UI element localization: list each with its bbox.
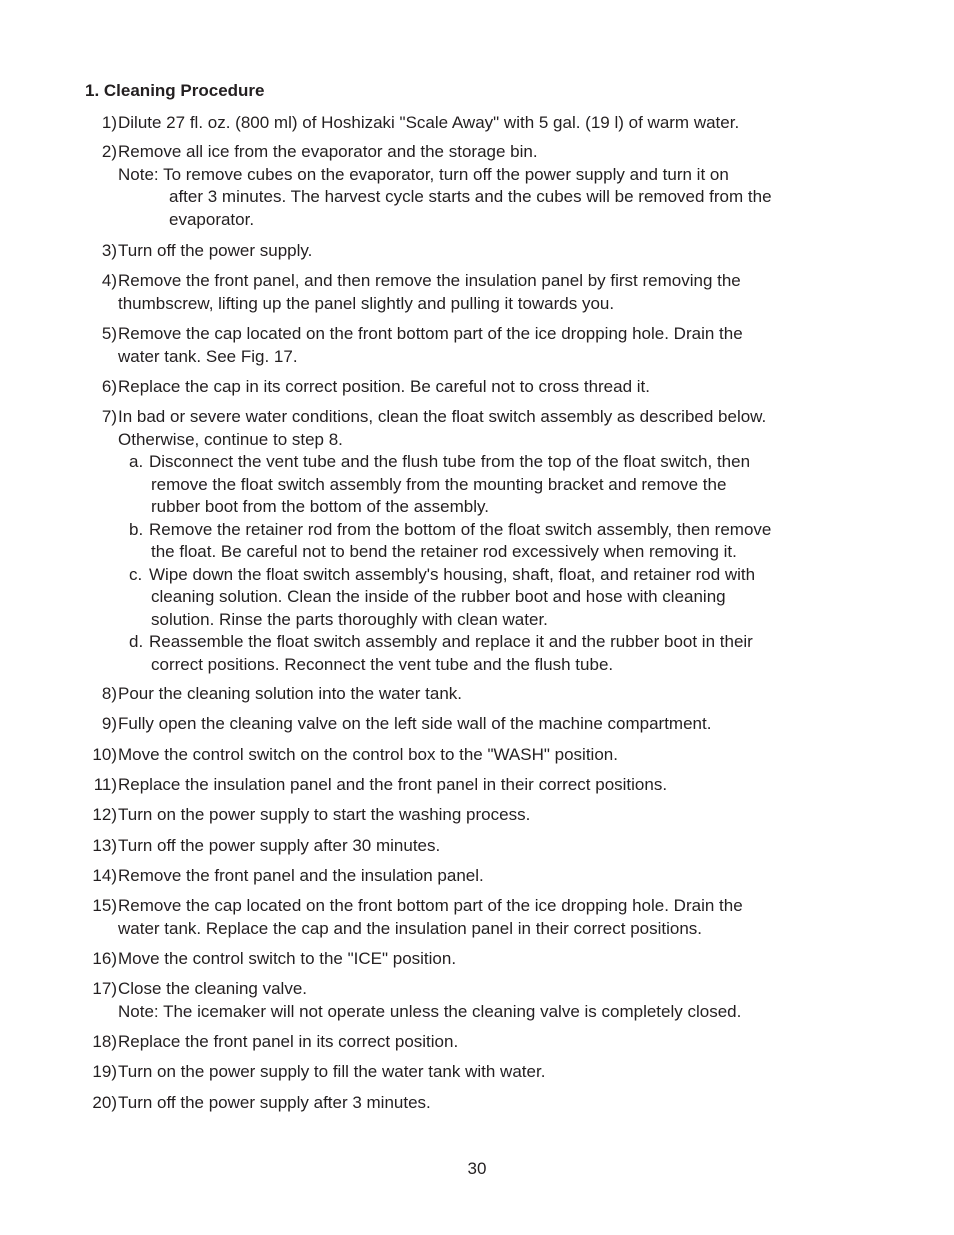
note-label: Note: <box>118 164 159 184</box>
step-text-line: thumbscrew, lifting up the panel slightly and pulling it towards you. <box>118 293 615 313</box>
step-text-line: Replace the front panel in its correct position. <box>118 1032 459 1051</box>
step-number: 16) <box>92 949 117 968</box>
step-number: 14) <box>92 866 117 885</box>
step-item <box>85 240 845 263</box>
step-number: 20) <box>92 1093 117 1112</box>
sub-step-text-line: cleaning solution. Clean the inside of the rubber boot and hose with cleaning <box>151 587 726 606</box>
sub-step-text-line: Wipe down the float switch assembly's housing, shaft, float, and retainer rod with <box>149 564 756 584</box>
step-item <box>85 948 845 971</box>
step-text-line: Turn off the power supply after 3 minutes. <box>118 1093 431 1112</box>
step-text-line: water tank. See Fig. 17. <box>118 346 298 366</box>
step-number: 4) <box>101 271 117 290</box>
step-item <box>85 804 845 827</box>
step-item <box>85 683 845 706</box>
step-text-line: Turn off the power supply after 30 minutes. <box>118 836 441 855</box>
step-number: 7) <box>101 407 117 426</box>
sub-step-text-line: solution. Rinse the parts thoroughly with clean water. <box>151 609 548 629</box>
sub-step-item <box>129 451 849 519</box>
step-number: 3) <box>101 241 117 260</box>
sub-step-text-line: Reassemble the float switch assembly and replace it and the rubber boot in their <box>149 632 753 651</box>
sub-step-text-line: Remove the retainer rod from the bottom of the float switch assembly, then remove <box>149 519 772 539</box>
step-text-line: Close the cleaning valve. <box>118 979 308 998</box>
step-number: 10) <box>92 745 117 764</box>
step-item <box>85 112 845 135</box>
note-line <box>118 1001 741 1024</box>
step-text-line: Remove the front panel and the insulation panel. <box>118 866 484 885</box>
step-number: 19) <box>92 1062 117 1081</box>
step-text-line: Turn on the power supply to start the washing process. <box>118 805 531 824</box>
step-item <box>85 1061 845 1084</box>
step-item <box>85 895 845 940</box>
step-text-line: Turn off the power supply. <box>118 241 313 260</box>
step-text-line: Replace the cap in its correct position. Be careful not to cross thread it. <box>118 377 650 396</box>
step-text-line: Move the control switch on the control box to the "WASH" position. <box>118 745 618 764</box>
sub-step-text-line: rubber boot from the bottom of the assembly. <box>151 497 489 516</box>
step-number: 1) <box>101 113 117 132</box>
step-number: 18) <box>92 1032 117 1051</box>
step-number: 13) <box>92 836 117 855</box>
sub-step-item <box>129 519 849 564</box>
step-number: 8) <box>101 684 117 703</box>
step-text-line: Remove the cap located on the front bottom part of the ice dropping hole. Drain the <box>118 324 743 343</box>
step-text-line: Turn on the power supply to fill the water tank with water. <box>118 1062 546 1081</box>
sub-step-letter: d. <box>129 632 144 651</box>
sub-step-text-line: remove the float switch assembly from the mounting bracket and remove the <box>151 474 727 494</box>
step-text-line: Fully open the cleaning valve on the left side wall of the machine compartment. <box>118 714 712 733</box>
note-text: The icemaker will not operate unless the cleaning valve is completely closed. <box>163 1001 742 1021</box>
note-text: To remove cubes on the evaporator, turn off the power supply and turn it on <box>163 164 729 184</box>
sub-step-letter: c. <box>129 564 143 584</box>
step-item <box>85 406 845 674</box>
step-text-line: Remove the front panel, and then remove the insulation panel by first removing the <box>118 271 741 290</box>
step-item <box>85 835 845 858</box>
step-text-line: Remove all ice from the evaporator and the storage bin. <box>118 142 538 161</box>
step-number: 17) <box>92 979 117 998</box>
step-item <box>85 376 845 399</box>
sub-step-text-line: the float. Be careful not to bend the retainer rod excessively when removing it. <box>151 542 737 561</box>
step-text-line: In bad or severe water conditions, clean the float switch assembly as described below. <box>118 407 767 426</box>
step-text-line: Replace the insulation panel and the front panel in their correct positions. <box>118 775 668 794</box>
sub-step-letter: a. <box>129 452 144 471</box>
step-item <box>85 744 845 767</box>
step-number: 9) <box>101 714 117 733</box>
step-item <box>85 323 845 368</box>
step-text-line: Dilute 27 fl. oz. (800 ml) of Hoshizaki "Scale Away" with 5 gal. (19 l) of warm water. <box>118 113 740 132</box>
step-item <box>85 1092 845 1115</box>
sub-step-letter: b. <box>129 519 144 539</box>
step-number: 15) <box>92 896 117 915</box>
step-item <box>85 1031 845 1054</box>
note-line: after 3 minutes. The harvest cycle starts and the cubes will be removed from the <box>169 187 772 206</box>
note-line: evaporator. <box>169 209 255 229</box>
step-item <box>85 270 845 315</box>
step-item <box>85 865 845 888</box>
step-number: 2) <box>101 142 117 161</box>
sub-step-text-line: Disconnect the vent tube and the flush tube from the top of the float switch, then <box>149 452 751 471</box>
step-number: 5) <box>101 324 117 343</box>
step-item <box>85 141 845 229</box>
step-number: 12) <box>92 805 117 824</box>
step-item <box>85 713 845 736</box>
step-item <box>85 978 845 1021</box>
note-label: Note: <box>118 1001 159 1021</box>
sub-step-item <box>129 631 849 676</box>
step-text-line: water tank. Replace the cap and the insulation panel in their correct positions. <box>118 918 703 938</box>
section-heading: 1. Cleaning Procedure <box>85 81 265 100</box>
step-text-line: Move the control switch to the "ICE" position. <box>118 949 457 968</box>
step-number: 11) <box>93 775 117 794</box>
sub-step-item <box>129 564 849 632</box>
sub-step-text-line: correct positions. Reconnect the vent tube and the flush tube. <box>151 654 614 674</box>
step-number: 6) <box>101 377 117 396</box>
step-text-line: Remove the cap located on the front bottom part of the ice dropping hole. Drain the <box>118 896 743 915</box>
step-item <box>85 774 845 797</box>
note-line <box>118 164 729 187</box>
step-text-line: Otherwise, continue to step 8. <box>118 429 343 449</box>
page-number: 30 <box>467 1159 487 1178</box>
step-text-line: Pour the cleaning solution into the water tank. <box>118 684 462 703</box>
